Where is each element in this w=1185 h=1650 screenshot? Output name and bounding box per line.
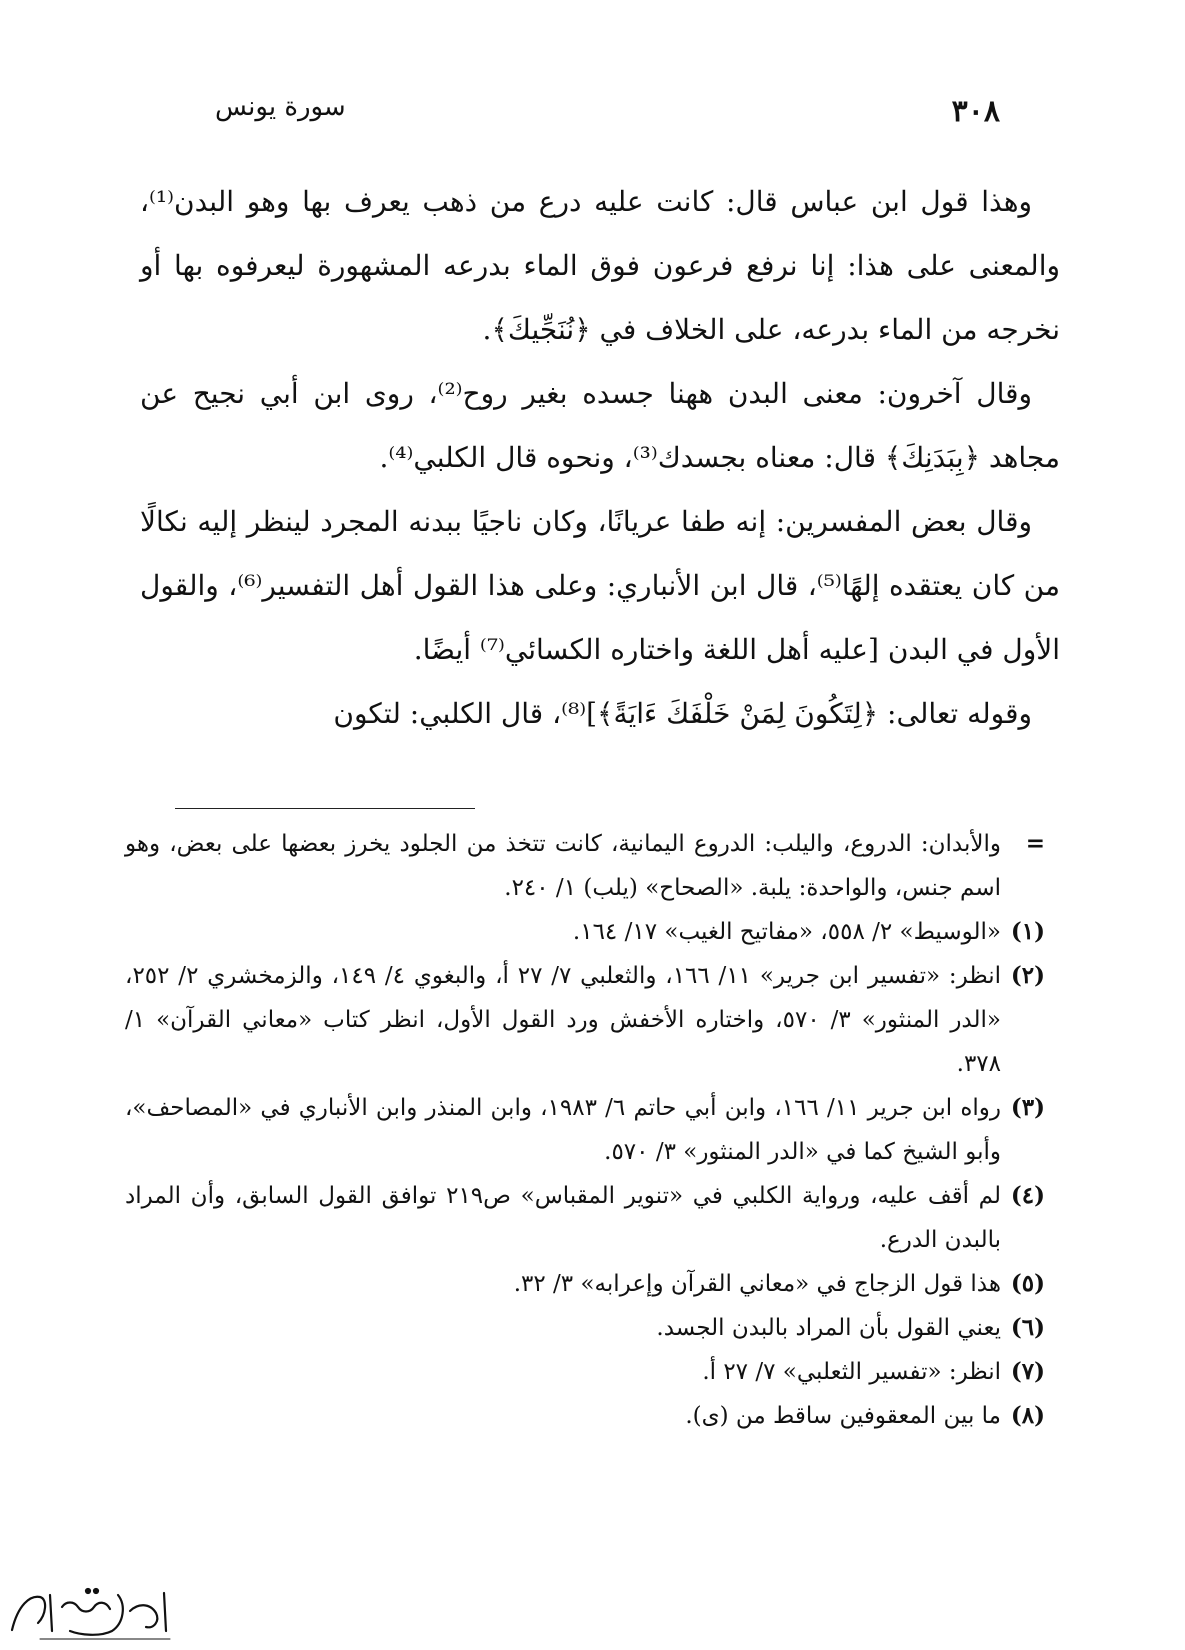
footnote bbox=[125, 1350, 1045, 1394]
footnote bbox=[125, 1086, 1045, 1174]
footnote-marker: (٥) bbox=[1010, 1270, 1045, 1297]
footnote-marker: = bbox=[1025, 830, 1045, 857]
footnote-text: هذا قول الزجاج في «معاني القرآن وإعرابه» ٣/ ٣٢. bbox=[513, 1271, 1001, 1297]
footnote-marker: (١) bbox=[1010, 918, 1045, 945]
footnote-marker: (٨) bbox=[1010, 1402, 1045, 1429]
footnote bbox=[125, 1306, 1045, 1350]
footnote-text: ما بين المعقوفين ساقط من (ى). bbox=[685, 1403, 1001, 1429]
footnote-marker: (٢) bbox=[1010, 962, 1045, 989]
footnote-text: انظر: «تفسير ابن جرير» ١١/ ١٦٦، والثعلبي ٧/ ٢٧ أ، والبغوي ٤/ ١٤٩، والزمخشري ٢/ ٢٥٢، «الدر المنثور» ٣/ ٥٧٠، واختاره الأخفش ورد القول الأول، انظر كتاب «معاني القرآن» ١/ ٣٧٨. bbox=[125, 963, 1002, 1077]
footnote bbox=[125, 1394, 1045, 1438]
footnote-text: والأبدان: الدروع، واليلب: الدروع اليمانية، كانت تتخذ من الجلود يخرز بعضها على بعض، وهو اسم جنس، والواحدة: يلبة. «الصحاح» (يلب) ١/ ٢٤٠. bbox=[125, 831, 1001, 901]
footnote bbox=[125, 1174, 1045, 1262]
page-header bbox=[215, 88, 1000, 128]
footnote-marker: (٤) bbox=[1010, 1182, 1045, 1209]
footnote-text: يعني القول بأن المراد بالبدن الجسد. bbox=[656, 1315, 1001, 1341]
main-text bbox=[140, 170, 1060, 746]
page-number: ٣٠٨ bbox=[951, 94, 1000, 129]
footnote-text: انظر: «تفسير الثعلبي» ٧/ ٢٧ أ. bbox=[702, 1359, 1001, 1385]
footnote bbox=[125, 822, 1045, 910]
footnotes bbox=[125, 822, 1045, 1438]
paragraph: وقال بعض المفسرين: إنه طفا عريانًا، وكان ناجيًا ببدنه المجرد لينظر إليه نكالًا من كان يعتقده إلهًا⁽⁵⁾، قال ابن الأنباري: وعلى هذا القول أهل التفسير⁽⁶⁾، والقول الأول في البدن [عليه أهل اللغة واختاره الكسائي⁽⁷⁾ أيضًا. bbox=[140, 505, 1060, 666]
footnote-marker: (٦) bbox=[1010, 1314, 1045, 1341]
publisher-logo bbox=[0, 1535, 190, 1650]
footnote-separator bbox=[175, 808, 475, 809]
footnote bbox=[125, 954, 1045, 1086]
footnote bbox=[125, 910, 1045, 954]
footnote bbox=[125, 1262, 1045, 1306]
paragraph: وهذا قول ابن عباس قال: كانت عليه درع من ذهب يعرف بها وهو البدن⁽¹⁾، والمعنى على هذا: إنا نرفع فرعون فوق الماء بدرعه المشهورة ليعرفوه بها أو نخرجه من الماء بدرعه، على الخلاف في ﴿نُنَجِّيكَ﴾. bbox=[140, 185, 1060, 346]
footnote-marker: (٣) bbox=[1010, 1094, 1045, 1121]
footnote-text: «الوسيط» ٢/ ٥٥٨، «مفاتيح الغيب» ١٧/ ١٦٤. bbox=[572, 919, 1001, 945]
footnote-text: لم أقف عليه، ورواية الكلبي في «تنوير المقباس» ص٢١٩ توافق القول السابق، وأن المراد بالبدن الدرع. bbox=[125, 1183, 1001, 1253]
footnote-text: رواه ابن جرير ١١/ ١٦٦، وابن أبي حاتم ٦/ ١٩٨٣، وابن المنذر وابن الأنباري في «المصاحف»، وأبو الشيخ كما في «الدر المنثور» ٣/ ٥٧٠. bbox=[125, 1095, 1001, 1165]
running-title: سورة يونس bbox=[215, 92, 346, 122]
paragraph: وقال آخرون: معنى البدن ههنا جسده بغير روح⁽²⁾، روى ابن أبي نجيح عن مجاهد ﴿بِبَدَنِكَ﴾ قال: معناه بجسدك⁽³⁾، ونحوه قال الكلبي⁽⁴⁾. bbox=[140, 377, 1060, 474]
footnote-marker: (٧) bbox=[1010, 1358, 1045, 1385]
paragraph: وقوله تعالى: ﴿لِتَكُونَ لِمَنْ خَلْفَكَ ءَايَةً﴾]⁽⁸⁾، قال الكلبي: لتكون bbox=[333, 697, 1032, 730]
